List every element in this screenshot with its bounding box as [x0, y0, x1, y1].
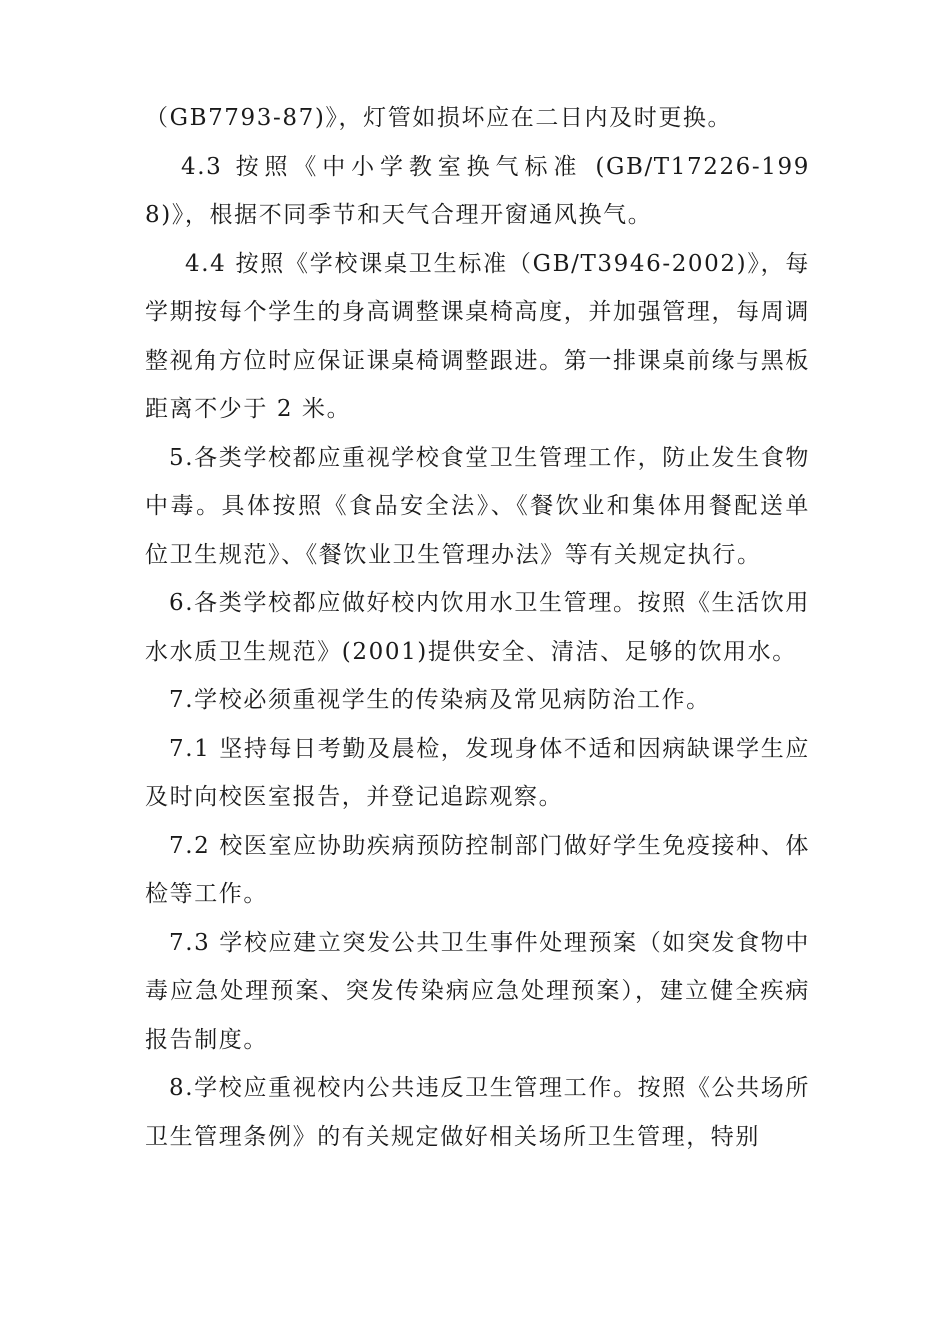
paragraph-7-2-immunization: 7.2 校医室应协助疾病预防控制部门做好学生免疫接种、体检等工作。	[145, 832, 810, 907]
paragraph-lighting-standard-continued: （GB7793-87)》，灯管如损坏应在二日内及时更换。	[145, 105, 733, 131]
document-body	[145, 94, 810, 1161]
paragraph-4-4-desks: 4.4 按照《学校课桌卫生标准（GB/T3946-2002)》，每学期按每个学生的身高调整课桌椅高度，并加强管理，每周调整视角方位时应保证课桌椅调整跟进。第一排课桌前缘与黑板距离不少于 2 米。	[145, 250, 810, 422]
paragraph-8-public-places: 8.学校应重视校内公共违反卫生管理工作。按照《公共场所卫生管理条例》的有关规定做好相关场所卫生管理，特别	[145, 1075, 810, 1150]
paragraph-7-disease-prevention: 7.学校必须重视学生的传染病及常见病防治工作。	[169, 687, 711, 713]
paragraph-5-canteen: 5.各类学校都应重视学校食堂卫生管理工作，防止发生食物中毒。具体按照《食品安全法》、《餐饮业和集体用餐配送单位卫生规范》、《餐饮业卫生管理办法》等有关规定执行。	[145, 444, 810, 568]
paragraph-7-3-emergency-plan: 7.3 学校应建立突发公共卫生事件处理预案（如突发食物中毒应急处理预案、突发传染病应急处理预案），建立健全疾病报告制度。	[145, 929, 810, 1053]
paragraph-4-3-ventilation: 4.3 按照《中小学教室换气标准 (GB/T17226-1998)》，根据不同季节和天气合理开窗通风换气。	[145, 153, 810, 228]
paragraph-6-drinking-water: 6.各类学校都应做好校内饮用水卫生管理。按照《生活饮用水水质卫生规范》(2001)提供安全、清洁、足够的饮用水。	[145, 590, 810, 665]
paragraph-7-1-attendance: 7.1 坚持每日考勤及晨检，发现身体不适和因病缺课学生应及时向校医室报告，并登记追踪观察。	[145, 735, 810, 810]
